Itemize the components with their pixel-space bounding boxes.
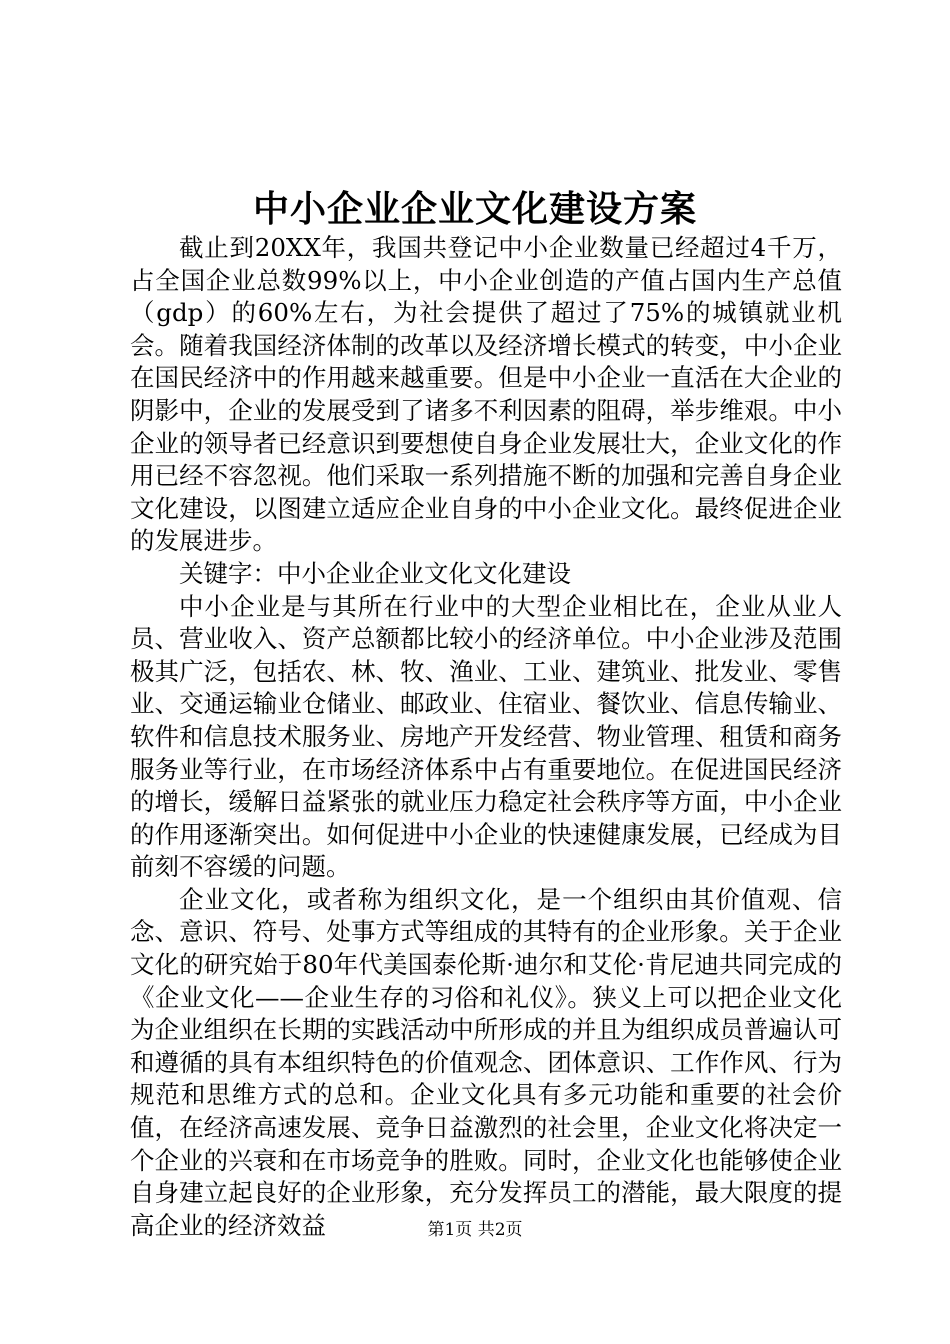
page-number-footer: 第1页 共2页 <box>427 1220 523 1240</box>
paragraph-keywords: 关键字：中小企业企业文化文化建设 <box>179 558 571 588</box>
document-body <box>130 232 842 1242</box>
paragraph-corporate-culture: 企业文化，或者称为组织文化，是一个组织由其价值观、信念、意识、符号、处事方式等组成的其特有的企业形象。关于企业文化的研究始于80年代美国泰伦斯·迪尔和艾伦·肯尼迪共同完成的《企业文化——企业生存的习俗和礼仪》。狭义上可以把企业文化为企业组织在长期的实践活动中所形成的并且为组织成员普遍认可和遵循的具有本组织特色的价值观念、团体意识、工作作风、行为规范和思维方式的总和。企业文化具有多元功能和重要的社会价值，在经济高速发展、竞争日益激烈的社会里，企业文化将决定一个企业的兴衰和在市场竞争的胜败。同时，企业文化也能够使企业自身建立起良好的企业形象，充分发挥员工的潜能，最大限度的提高企业的经济效益 <box>130 884 842 1240</box>
paragraph-sme-definition: 中小企业是与其所在行业中的大型企业相比在，企业从业人员、营业收入、资产总额都比较小的经济单位。中小企业涉及范围极其广泛，包括农、林、牧、渔业、工业、建筑业、批发业、零售业、交通运输业仓储业、邮政业、住宿业、餐饮业、信息传输业、软件和信息技术服务业、房地产开发经营、物业管理、租赁和商务服务业等行业，在市场经济体系中占有重要地位。在促进国民经济的增长，缓解日益紧张的就业压力稳定社会秩序等方面，中小企业的作用逐渐突出。如何促进中小企业的快速健康发展，已经成为目前刻不容缓的问题。 <box>130 591 842 882</box>
document-title: 中小企业企业文化建设方案 <box>252 188 697 230</box>
paragraph-intro: 截止到20XX年，我国共登记中小企业数量已经超过4千万，占全国企业总数99%以上，中小企业创造的产值占国内生产总值（gdp）的60%左右，为社会提供了超过了75%的城镇就业机会。随着我国经济体制的改革以及经济增长模式的转变，中小企业在国民经济中的作用越来越重要。但是中小企业一直活在大企业的阴影中，企业的发展受到了诸多不利因素的阻碍，举步维艰。中小企业的领导者已经意识到要想使自身企业发展壮大，企业文化的作用已经不容忽视。他们采取一系列措施不断的加强和完善自身企业文化建设，以图建立适应企业自身的中小企业文化。最终促进企业的发展进步。 <box>130 233 842 556</box>
